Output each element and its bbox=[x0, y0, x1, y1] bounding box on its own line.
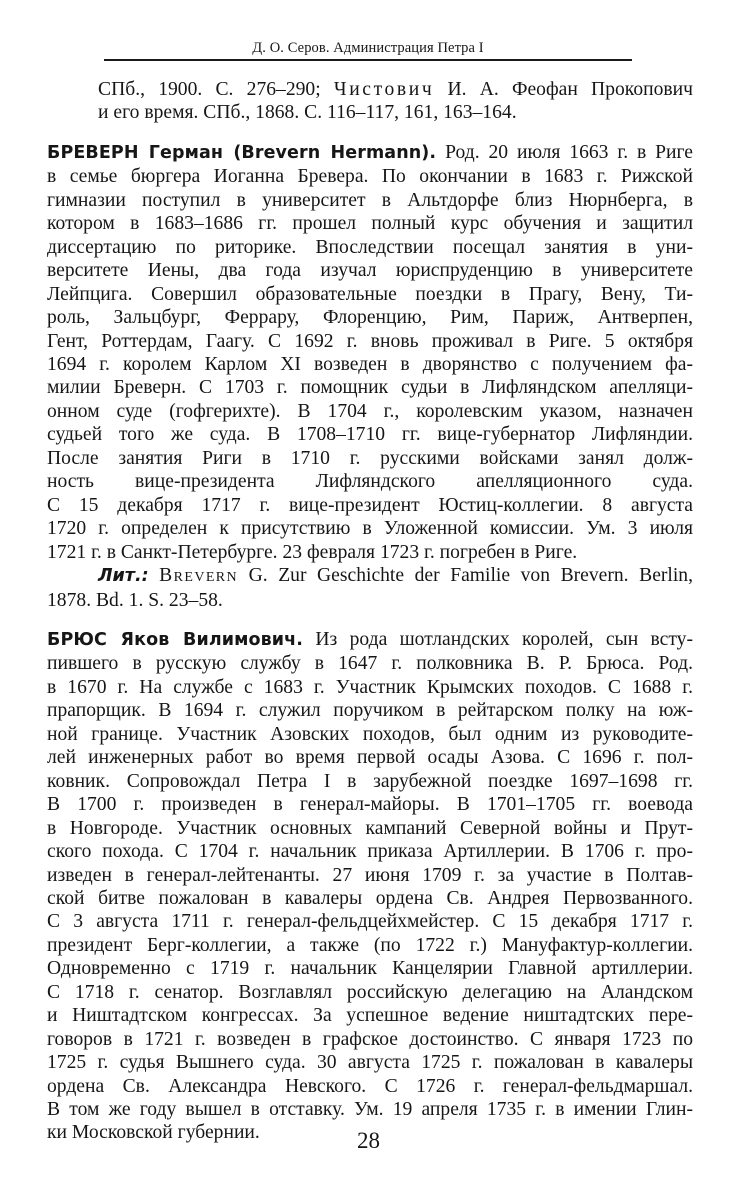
text-run: президент Берг-коллегии, а также (по 1722 г.) Мануфактур-коллегии. bbox=[47, 934, 693, 956]
text-run: Лейпцига. Совершил образовательные поездки в Прагу, Вену, Ти- bbox=[47, 283, 693, 305]
text-run: роль, Зальцбург, Феррару, Флоренцию, Рим, Париж, Антверпен, bbox=[47, 307, 693, 329]
text-run: Гент, Роттердам, Гаагу. С 1692 г. вновь проживал в Риге. 5 октября bbox=[47, 330, 693, 352]
text-run: диссертацию по риторике. Впоследствии посещал занятия в уни- bbox=[47, 236, 693, 258]
text-line bbox=[47, 494, 693, 517]
text-line bbox=[47, 376, 693, 399]
text-line bbox=[47, 212, 693, 235]
entry-heading: БРЮС Яков Вилимович. bbox=[47, 629, 304, 650]
text-run: Одновременно с 1719 г. начальник Канцелярии Главной артиллерии. bbox=[47, 958, 693, 980]
text-run: G. Zur Geschichte der Familie von Brevern. Berlin, bbox=[238, 565, 693, 587]
page-number: 28 bbox=[357, 1128, 380, 1153]
text-line bbox=[47, 189, 693, 212]
text-line bbox=[47, 934, 693, 957]
text-run: ского похода. С 1704 г. начальник приказа Артиллерии. В 1706 г. про- bbox=[47, 841, 693, 863]
text-run: Род. 20 июля 1663 г. в Риге bbox=[445, 141, 693, 163]
text-line bbox=[47, 628, 693, 652]
text-line bbox=[47, 283, 693, 306]
text-run: Из рода шотландских королей, сын всту- bbox=[315, 628, 693, 650]
text-line bbox=[47, 306, 693, 329]
text-line bbox=[47, 1028, 693, 1051]
text-run: верситете Иены, два года изучал юриспруденцию в университете bbox=[47, 260, 693, 282]
biography-entry bbox=[47, 141, 693, 564]
literature-reference bbox=[47, 564, 693, 612]
text-line bbox=[47, 400, 693, 423]
text-line bbox=[47, 723, 693, 746]
text-line bbox=[47, 470, 693, 493]
text-run: 1721 г. в Санкт-Петербурге. 23 февраля 1723 г. погребен в Риге. bbox=[47, 541, 578, 563]
text-run: в 1670 г. На службе с 1683 г. Участник Крымских походов. С 1688 г. bbox=[47, 676, 693, 698]
text-run: ковник. Сопровождал Петра I в зарубежной поездке 1697–1698 гг. bbox=[47, 770, 693, 792]
text-run: 1878. Bd. 1. S. 23–58. bbox=[47, 589, 223, 611]
text-line bbox=[47, 423, 693, 446]
text-line bbox=[47, 957, 693, 980]
text-line bbox=[47, 887, 693, 910]
text-run: 1694 г. королем Карлом XI возведен в дворянство с получением фа- bbox=[47, 353, 693, 375]
biography-entry bbox=[47, 628, 693, 1145]
text-run: После занятия Риги в 1710 г. русскими войсками занял долж- bbox=[47, 447, 693, 469]
text-run: судьей того же суда. В 1708–1710 гг. вице-губернатор Лифляндии. bbox=[47, 424, 693, 446]
text-run: ки Московской губернии. bbox=[47, 1122, 260, 1144]
text-run: 1725 г. судья Вышнего суда. 30 августа 1725 г. пожалован в кавалеры bbox=[47, 1052, 693, 1074]
text-line bbox=[47, 910, 693, 933]
text-run: в Новгороде. Участник основных кампаний Северной войны и Прут- bbox=[47, 817, 693, 839]
text-line bbox=[47, 746, 693, 769]
text-run: С 3 августа 1711 г. генерал-фельдцейхмейстер. С 15 декабря 1717 г. bbox=[47, 911, 693, 933]
text-line bbox=[47, 564, 693, 588]
literature-label: Лит.: bbox=[98, 566, 149, 587]
text-line bbox=[47, 1004, 693, 1027]
text-line bbox=[47, 589, 693, 612]
text-line bbox=[98, 78, 693, 101]
text-line bbox=[47, 1098, 693, 1121]
text-run: гимназии поступил в университет в Альтдорфе близ Нюрнберга, в bbox=[47, 189, 693, 211]
text-line bbox=[47, 699, 693, 722]
text-run: пившего в русскую службу в 1647 г. полковника В. Р. Брюса. Род. bbox=[47, 653, 693, 675]
text-run: онном суде (гофгерихте). В 1704 г., королевским указом, назначен bbox=[47, 400, 693, 422]
text-line bbox=[47, 840, 693, 863]
text-line bbox=[47, 259, 693, 282]
text-line bbox=[47, 236, 693, 259]
text-run: ской битве пожалован в кавалеры ордена Св. Андрея Первозванного. bbox=[47, 887, 693, 909]
text-line bbox=[47, 330, 693, 353]
entry-heading: БРЕВЕРН Герман (Brevern Hermann). bbox=[47, 142, 437, 163]
text-line bbox=[47, 793, 693, 816]
text-run: милии Бреверн. С 1703 г. помощник судьи в Лифляндском апелляци- bbox=[47, 377, 693, 399]
text-line bbox=[47, 353, 693, 376]
literature-author: Brevern bbox=[159, 565, 239, 587]
text-run: и Ништадтском конгрессах. За успешное ведение ништадтских пере- bbox=[47, 1005, 693, 1027]
entry-separator bbox=[47, 612, 693, 628]
text-run: ной границе. Участник Азовских походов, был одним из руководите- bbox=[47, 723, 693, 745]
text-run: В том же году вышел в отставку. Ум. 19 апреля 1735 г. в имении Глин- bbox=[47, 1099, 693, 1121]
text-line bbox=[47, 447, 693, 470]
author-name: Чистович bbox=[333, 79, 435, 100]
text-run: С 1718 г. сенатор. Возглавлял российскую делегацию на Аландском bbox=[47, 981, 693, 1003]
text-run: котором в 1683–1686 гг. прошел полный курс обучения и защитил bbox=[47, 213, 693, 235]
text-line bbox=[47, 652, 693, 675]
continuation-paragraph bbox=[47, 78, 693, 125]
text-run: ордена Св. Александра Невского. С 1726 г. генерал-фельдмаршал. bbox=[47, 1075, 693, 1097]
header-rule bbox=[104, 59, 632, 61]
text-run: лей инженерных работ во время первой осады Азова. С 1696 г. пол- bbox=[47, 747, 693, 769]
text-run: 1720 г. определен к присутствию в Уложенной комиссии. Ум. 3 июля bbox=[47, 518, 693, 540]
text-run: в семье бюргера Иоганна Бреверa. По окончании в 1683 г. Рижской bbox=[47, 166, 693, 188]
text-run: прапорщик. В 1694 г. служил поручиком в рейтарском полку на юж- bbox=[47, 700, 693, 722]
text-run: СПб., 1900. С. 276–290; bbox=[98, 79, 334, 100]
text-line bbox=[47, 141, 693, 165]
text-line bbox=[98, 101, 693, 124]
running-header: Д. О. Серов. Администрация Петра I bbox=[252, 40, 484, 56]
text-line bbox=[47, 770, 693, 793]
text-line bbox=[47, 517, 693, 540]
text-run: И. А. Феофан Прокопович bbox=[434, 79, 693, 100]
text-line bbox=[47, 864, 693, 887]
text-line bbox=[47, 541, 693, 564]
text-run: С 15 декабря 1717 г. вице-президент Юстиц-коллегии. 8 августа bbox=[47, 494, 693, 516]
text-line bbox=[47, 981, 693, 1004]
text-line bbox=[47, 165, 693, 188]
text-run: и его время. СПб., 1868. С. 116–117, 161, 163–164. bbox=[98, 102, 517, 124]
text-run: В 1700 г. произведен в генерал-майоры. В 1701–1705 гг. воевода bbox=[47, 794, 693, 816]
page-body bbox=[47, 78, 693, 1145]
text-run: ность вице-президента Лифляндского апелляционного суда. bbox=[47, 471, 693, 493]
text-run: изведен в генерал-лейтенанты. 27 июня 1709 г. за участие в Полтав- bbox=[47, 864, 693, 886]
text-line bbox=[47, 676, 693, 699]
text-line bbox=[47, 817, 693, 840]
text-run: говоров в 1721 г. возведен в графское достоинство. С января 1723 по bbox=[47, 1028, 693, 1050]
text-line bbox=[47, 1051, 693, 1074]
entry-separator bbox=[47, 125, 693, 141]
text-line bbox=[47, 1075, 693, 1098]
